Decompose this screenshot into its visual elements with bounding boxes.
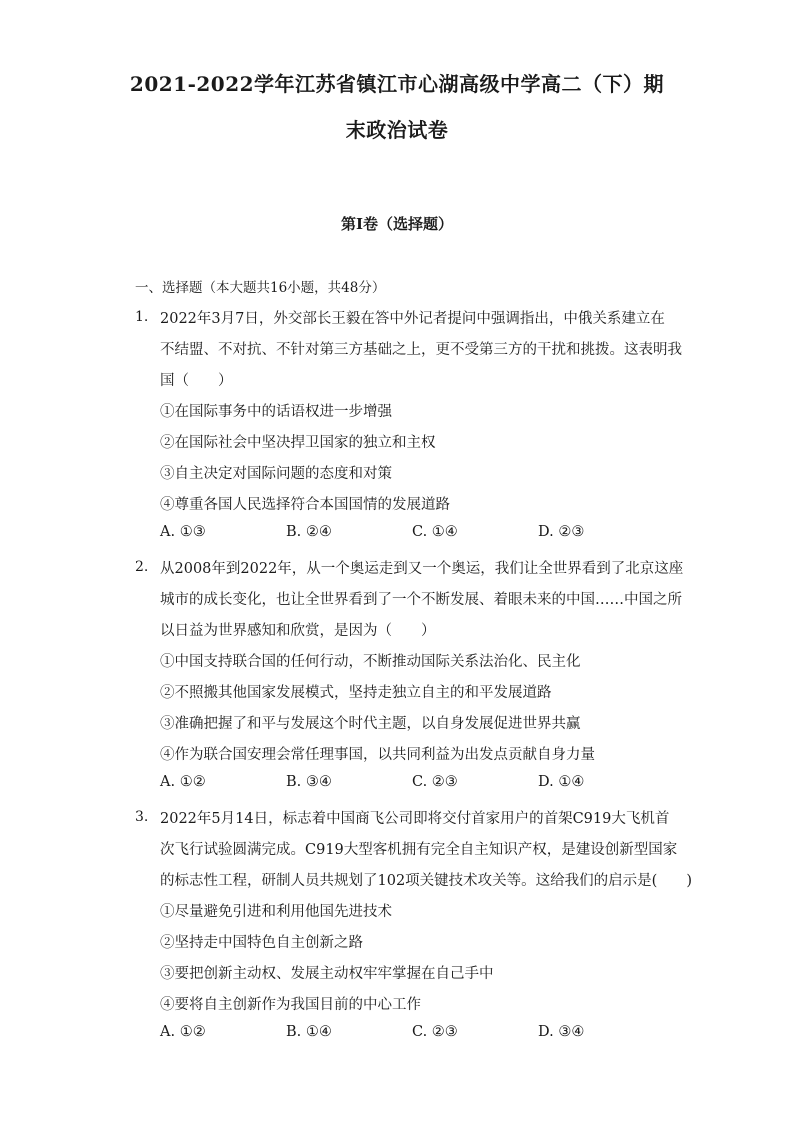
statement: ①在国际事务中的话语权进一步增强 bbox=[160, 404, 392, 420]
statement: ①尽量避免引进和利用他国先进技术 bbox=[160, 904, 392, 920]
statement: ③自主决定对国际问题的态度和对策 bbox=[160, 466, 392, 482]
question-number: 2. bbox=[135, 559, 149, 575]
question-stem-line: 从2008年到2022年，从一个奥运走到又一个奥运，我们让全世界看到了北京这座 bbox=[160, 561, 684, 577]
exam-title-line2: 末政治试卷 bbox=[345, 118, 449, 142]
statement: ②坚持走中国特色自主创新之路 bbox=[160, 935, 363, 951]
question-stem-line: 城市的成长变化，也让全世界看到了一个不断发展、着眼未来的中国……中国之所 bbox=[160, 592, 682, 608]
question-stem-line: 不结盟、不对抗、不针对第三方基础之上，更不受第三方的干扰和挑拨。这表明我 bbox=[160, 342, 682, 358]
statement: ②不照搬其他国家发展模式，坚持走独立自主的和平发展道路 bbox=[160, 685, 552, 701]
option-c: C. ①④ bbox=[412, 524, 458, 540]
option-d: D. ②③ bbox=[538, 524, 585, 540]
question-number: 3. bbox=[135, 809, 149, 825]
question-stem-line: 的标志性工程，研制人员共规划了102项关键技术攻关等。这给我们的启示是( ) bbox=[160, 873, 692, 889]
question-stem-line: 2022年5月14日，标志着中国商飞公司即将交付首家用户的首架C919大飞机首 bbox=[160, 811, 670, 827]
option-c: C. ②③ bbox=[412, 1024, 458, 1040]
statement: ①中国支持联合国的任何行动，不断推动国际关系法治化、民主化 bbox=[160, 654, 581, 670]
option-a: A. ①② bbox=[160, 774, 206, 790]
option-a: A. ①② bbox=[160, 1024, 206, 1040]
statement: ③准确把握了和平与发展这个时代主题，以自身发展促进世界共赢 bbox=[160, 716, 581, 732]
option-a: A. ①③ bbox=[160, 524, 206, 540]
option-b: B. ①④ bbox=[286, 1024, 332, 1040]
question-stem-line: 2022年3月7日，外交部长王毅在答中外记者提问中强调指出，中俄关系建立在 bbox=[160, 311, 665, 327]
statement: ④要将自主创新作为我国目前的中心工作 bbox=[160, 997, 421, 1013]
section-heading: 一、选择题（本大题共16小题，共48分） bbox=[135, 280, 386, 296]
question-stem-line: 次飞行试验圆满完成。C919大型客机拥有完全自主知识产权，是建设创新型国家 bbox=[160, 842, 678, 858]
statement: ③要把创新主动权、发展主动权牢牢掌握在自己手中 bbox=[160, 966, 494, 982]
exam-title-line1: 2021-2022学年江苏省镇江市心湖高级中学高二（下）期 bbox=[129, 72, 665, 96]
option-d: D. ③④ bbox=[538, 1024, 585, 1040]
statement: ②在国际社会中坚决捍卫国家的独立和主权 bbox=[160, 435, 436, 451]
option-b: B. ②④ bbox=[286, 524, 332, 540]
question-stem-line: 国（ ） bbox=[160, 373, 233, 389]
option-b: B. ③④ bbox=[286, 774, 332, 790]
statement: ④作为联合国安理会常任理事国，以共同利益为出发点贡献自身力量 bbox=[160, 747, 595, 763]
option-d: D. ①④ bbox=[538, 774, 585, 790]
question-stem-line: 以日益为世界感知和欣赏，是因为（ ） bbox=[160, 623, 436, 639]
option-c: C. ②③ bbox=[412, 774, 458, 790]
volume-label: 第Ⅰ卷（选择题） bbox=[340, 215, 454, 233]
statement: ④尊重各国人民选择符合本国国情的发展道路 bbox=[160, 497, 450, 513]
question-number: 1. bbox=[135, 309, 149, 325]
